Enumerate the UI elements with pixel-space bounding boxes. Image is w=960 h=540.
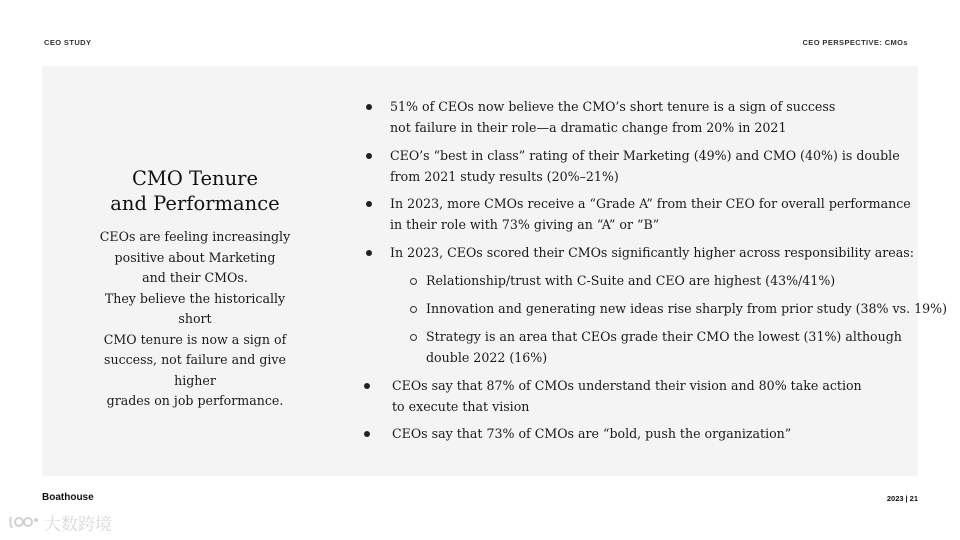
sub-bullet-circle-icon	[410, 306, 417, 313]
desc-line: They believe the historically short	[104, 290, 286, 326]
sub-bullet-item	[426, 327, 902, 368]
title-line: CMO Tenure	[131, 167, 259, 190]
bullet-dot-icon	[366, 104, 372, 110]
sub-bullet-line: Innovation and generating new ideas rise sharply from prior study (38% vs. 19%)	[426, 301, 948, 316]
bullet-line: to execute that vision	[392, 398, 530, 414]
page-number	[887, 494, 918, 503]
header-right: CEO PERSPECTIVE: CMOs	[802, 38, 908, 47]
section-description	[92, 227, 298, 412]
bullet-line: 51% of CEOs now believe the CMO’s short tenure is a sign of success	[390, 99, 836, 114]
bullet-item	[390, 194, 911, 235]
bullet-item	[392, 376, 862, 417]
bullet-line: In 2023, CEOs scored their CMOs significantly higher across responsibility areas:	[390, 245, 914, 260]
bullet-line: not failure in their role—a dramatic change from 20% in 2021	[390, 119, 787, 135]
sub-bullet-line: double 2022 (16%)	[426, 349, 548, 365]
bullet-dot-icon	[366, 250, 372, 256]
bullet-item	[390, 146, 900, 187]
bullet-item	[390, 97, 835, 138]
footer-separator: |	[905, 494, 908, 503]
bullet-line: CEO’s “best in class” rating of their Marketing (49%) and CMO (40%) is double	[390, 148, 900, 163]
watermark-logo-icon	[8, 514, 40, 532]
desc-line: grades on job performance.	[106, 393, 284, 408]
footer-year: 2023	[886, 494, 904, 503]
desc-line: CMO tenure is now a sign of	[103, 331, 287, 347]
bullet-line: CEOs say that 87% of CMOs understand their vision and 80% take action	[392, 378, 862, 393]
sub-bullet-line: Strategy is an area that CEOs grade their CMO the lowest (31%) although	[426, 329, 902, 344]
bullet-item	[390, 243, 914, 264]
bullet-dot-icon	[366, 201, 372, 207]
desc-line: and their CMOs.	[142, 270, 248, 285]
bullet-line: from 2021 study results (20%–21%)	[390, 168, 619, 184]
desc-line: CEOs are feeling increasingly	[99, 229, 291, 244]
bullet-line: in their role with 73% giving an “A” or “B”	[390, 216, 660, 232]
bullet-dot-icon	[364, 431, 370, 437]
sub-bullet-item	[426, 299, 947, 320]
title-line: and Performance	[110, 192, 280, 215]
bullet-line: In 2023, more CMOs receive a “Grade A” from their CEO for overall performance	[390, 196, 911, 211]
bullet-line: CEOs say that 73% of CMOs are “bold, push the organization”	[392, 426, 792, 441]
sub-bullet-circle-icon	[410, 334, 417, 341]
sub-bullet-item	[426, 271, 835, 292]
desc-line: positive about Marketing	[114, 249, 276, 265]
sub-bullet-line: Relationship/trust with C-Suite and CEO are highest (43%/41%)	[426, 273, 836, 288]
section-title	[92, 166, 298, 216]
watermark	[8, 510, 112, 535]
watermark-text: 大数跨境	[44, 515, 112, 535]
header-left: CEO STUDY	[44, 38, 92, 47]
brand-logo: Boathouse	[42, 492, 94, 503]
left-column	[92, 166, 298, 412]
sub-bullet-circle-icon	[410, 278, 417, 285]
bullet-dot-icon	[366, 153, 372, 159]
footer-page: 21	[909, 494, 918, 503]
desc-line: success, not failure and give higher	[104, 352, 286, 388]
bullet-dot-icon	[364, 383, 370, 389]
bullet-item	[392, 424, 791, 445]
